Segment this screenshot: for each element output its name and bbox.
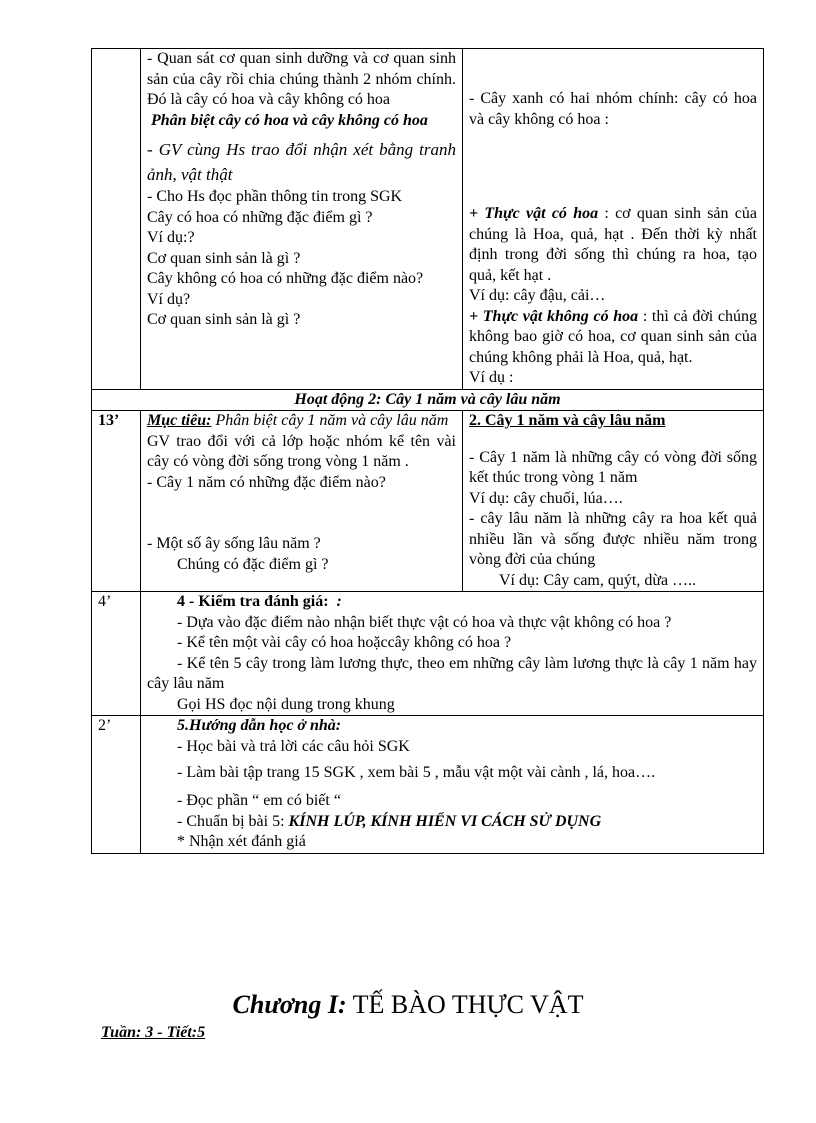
heading-text: 4 - Kiểm tra đánh giá:: [177, 593, 329, 610]
text-paragraph: [147, 812, 757, 833]
text-paragraph: Ví dụ?: [147, 290, 191, 308]
section-heading: [147, 592, 757, 613]
text-paragraph: - Kể tên 5 cây trong làm lương thực, theo em những cây làm lương thực là cây 1 năm hay cây lâu năm: [147, 654, 757, 692]
text-paragraph: [469, 307, 757, 369]
text-paragraph: Cơ quan sinh sản là gì ?: [147, 311, 301, 328]
chapter-label: Chương I:: [232, 990, 347, 1019]
text-paragraph: GV trao đổi với cả lớp hoặc nhóm kể tên vài cây có vòng đời sống trong vòng 1 năm .: [147, 432, 456, 470]
text-paragraph: Cơ quan sinh sản là gì ?: [147, 249, 301, 267]
text-paragraph: Gọi HS đọc nội dung trong khung: [177, 695, 395, 713]
text-paragraph: - Cây 1 năm là những cây có vòng đời sống kết thúc trong vòng 1 năm: [469, 448, 757, 486]
text-prefix: - Chuẩn bị bài 5:: [177, 812, 285, 830]
assessment-cell: [141, 592, 764, 716]
week-label: Tuần: 3 - Tiết:5: [101, 1024, 206, 1041]
time-cell: 13’: [92, 411, 141, 592]
text-paragraph: - Cho Hs đọc phần thông tin trong SGK: [147, 188, 403, 205]
section-heading: 2. Cây 1 năm và cây lâu năm: [469, 412, 666, 429]
heading-suffix: :: [336, 593, 342, 610]
text-paragraph: - GV cùng Hs trao đổi nhận xét bằng tranh ảnh, vật thật: [147, 140, 456, 184]
term-label: + Thực vật không có hoa: [469, 307, 639, 325]
activity-heading: Hoạt động 2: Cây 1 năm và cây lâu năm: [92, 389, 764, 411]
text-paragraph: - Học bài và trả lời các câu hỏi SGK: [177, 737, 410, 755]
table-row: [92, 49, 764, 390]
homework-cell: [141, 716, 764, 854]
text-paragraph: - Đọc phần “ em có biết “: [177, 792, 341, 809]
text-paragraph: - Kể tên một vài cây có hoa hoặccây không có hoa ?: [177, 634, 512, 651]
text-paragraph: Cây có hoa có những đặc điểm gì ?: [147, 208, 373, 226]
term-definition: : cơ quan sinh sản của chúng là Hoa, quả, hạt . Đến thời kỳ nhất định trong đời sống thì chúng ra hoa, tạo quả, kết hạt .: [469, 205, 757, 284]
text-paragraph: Ví dụ: Cây cam, quýt, dừa …..: [499, 571, 697, 589]
goal-text: Phân biệt cây 1 năm và cây lâu năm: [215, 412, 449, 429]
lesson-table: [91, 48, 764, 854]
goal-label: Mục tiêu:: [147, 412, 212, 429]
text-paragraph: Ví dụ :: [469, 369, 514, 386]
teacher-activity-cell: [141, 411, 463, 592]
term-label: + Thực vật có hoa: [469, 205, 599, 222]
text-paragraph: - Làm bài tập trang 15 SGK , xem bài 5 , mẫu vật một vài cành , lá, hoa….: [177, 764, 656, 781]
time-cell: 2’: [92, 716, 141, 854]
text-paragraph: Cây không có hoa có những đặc điểm nào?: [147, 270, 424, 287]
content-cell: [463, 49, 764, 390]
time-cell: [92, 49, 141, 390]
text-paragraph: - Cây 1 năm có những đặc điểm nào?: [147, 473, 386, 491]
text-paragraph: [469, 204, 757, 286]
table-row: [92, 411, 764, 592]
text-paragraph: - Quan sát cơ quan sinh dưỡng và cơ quan sinh sản của cây rồi chia chúng thành 2 nhóm chính. Đó là cây có hoa và cây không có hoa: [147, 50, 456, 108]
section-heading: Phân biệt cây có hoa và cây không có hoa: [151, 111, 428, 129]
text-paragraph: Ví dụ: cây chuối, lúa….: [469, 489, 623, 507]
text-paragraph: Ví dụ:?: [147, 229, 195, 246]
chapter-name: TẾ BÀO THỰC VẬT: [352, 990, 584, 1019]
content-cell: [463, 411, 764, 592]
text-paragraph: Chúng có đặc điểm gì ?: [177, 555, 329, 573]
text-paragraph: - Cây xanh có hai nhóm chính: cây có hoa và cây không có hoa :: [469, 90, 757, 128]
table-row: [92, 716, 764, 854]
time-cell: 4’: [92, 592, 141, 716]
text-paragraph: - Dựa vào đặc điểm nào nhận biết thực vật có hoa và thực vật không có hoa ?: [177, 613, 672, 631]
text-paragraph: - cây lâu năm là những cây ra hoa kết quả nhiều lần và sống được nhiều năm trong vòng đời của chúng: [469, 510, 757, 568]
lesson-title: KÍNH LÚP, KÍNH HIỂN VI CÁCH SỬ DỤNG: [288, 812, 602, 830]
table-row: [92, 389, 764, 411]
text-paragraph: * Nhận xét đánh giá: [177, 833, 306, 850]
teacher-activity-cell: [141, 49, 463, 390]
text-paragraph: Ví dụ: cây đậu, cải…: [469, 287, 606, 304]
section-heading: 5.Hướng dẫn học ở nhà:: [177, 717, 342, 734]
term-definition: : thì cả đời chúng không bao giờ có hoa, cơ quan sinh sản của chúng không phải là Hoa, quả, hạt.: [469, 307, 758, 366]
chapter-title: [0, 990, 816, 1020]
table-row: [92, 592, 764, 716]
text-paragraph: - Một số ây sống lâu năm ?: [147, 535, 321, 552]
text-paragraph: [147, 411, 456, 432]
